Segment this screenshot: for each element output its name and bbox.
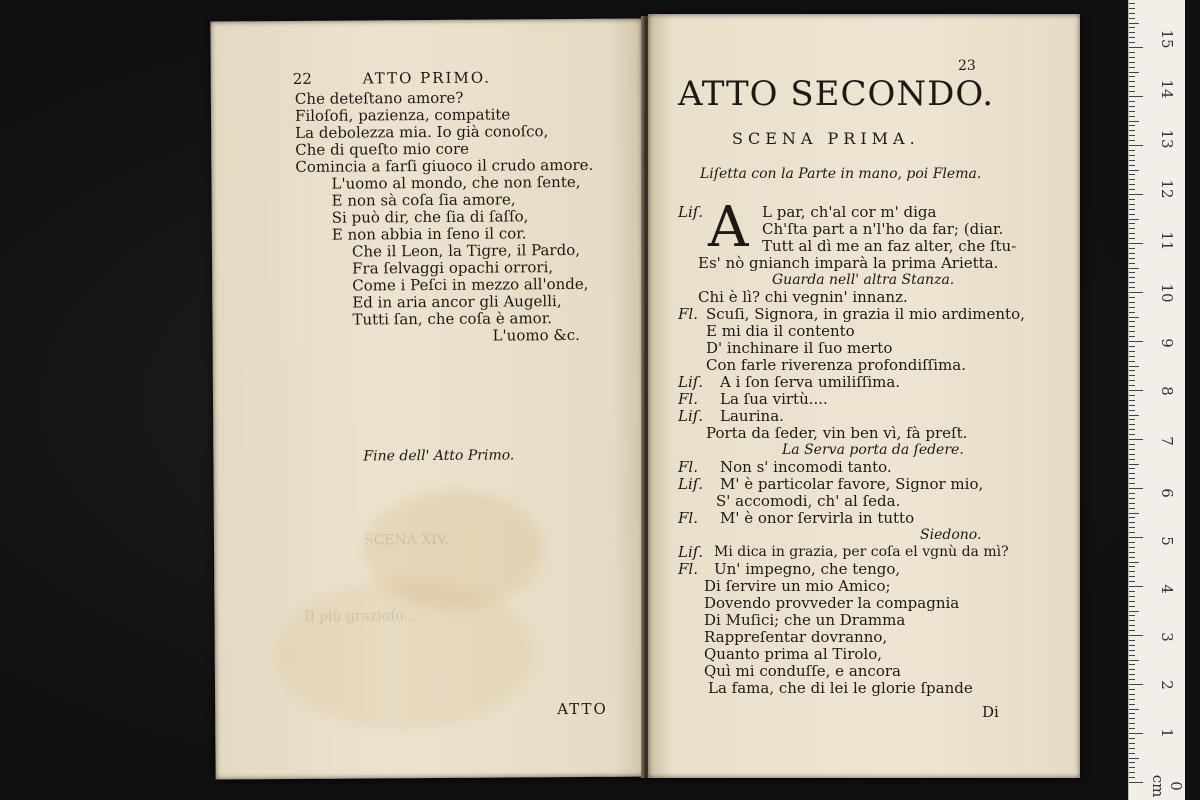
ruler-tick bbox=[1129, 125, 1135, 126]
ruler-tick bbox=[1129, 738, 1135, 739]
ruler-tick bbox=[1129, 174, 1135, 175]
ruler-tick bbox=[1129, 111, 1135, 112]
ruler-tick bbox=[1129, 488, 1143, 489]
ruler-tick bbox=[1129, 155, 1135, 156]
ruler-tick bbox=[1129, 209, 1135, 210]
ruler-label: 2 bbox=[1158, 680, 1176, 690]
ruler-tick bbox=[1129, 62, 1135, 63]
ruler-tick bbox=[1129, 655, 1135, 656]
ruler-tick bbox=[1129, 263, 1135, 264]
text-line: La fama, che di lei le glorie ſpande bbox=[708, 679, 973, 697]
text-line: Tutti ſan, che coſa è amor. bbox=[352, 309, 553, 329]
ruler-tick bbox=[1129, 611, 1139, 612]
ruler-tick bbox=[1129, 424, 1135, 425]
text-line: Quì mi conduſſe, e ancora bbox=[704, 662, 901, 680]
ruler-tick bbox=[1129, 674, 1135, 675]
ruler-tick bbox=[1129, 650, 1135, 651]
ruler-tick bbox=[1129, 508, 1135, 509]
right-page bbox=[648, 14, 1080, 778]
ruler-tick bbox=[1129, 513, 1139, 514]
ruler-tick bbox=[1129, 150, 1135, 151]
speaker: Liſ. bbox=[678, 407, 704, 425]
text-line: Filoſofi, pazienza, compatite bbox=[294, 105, 511, 125]
ruler-tick bbox=[1129, 669, 1135, 670]
ruler-tick bbox=[1129, 47, 1143, 48]
stage-direction: Liſetta con la Parte in mano, poi Flema. bbox=[700, 166, 982, 182]
ruler-tick bbox=[1129, 366, 1139, 367]
ruler-label: 1 bbox=[1158, 728, 1176, 738]
ruler-tick bbox=[1129, 42, 1135, 43]
text-line: Con farle riverenza profondiſſima. bbox=[706, 356, 966, 374]
ruler-tick bbox=[1129, 478, 1135, 479]
ruler-tick bbox=[1129, 282, 1135, 283]
ruler-tick bbox=[1129, 601, 1135, 602]
ruler-tick bbox=[1129, 23, 1139, 24]
ruler-tick bbox=[1129, 547, 1135, 548]
ruler-tick bbox=[1129, 194, 1143, 195]
ruler-tick bbox=[1129, 758, 1139, 759]
ruler-label: 4 bbox=[1158, 584, 1176, 594]
ruler-tick bbox=[1129, 67, 1135, 68]
text-line: M' è onor ſervirla in tutto bbox=[720, 509, 915, 527]
ruler-tick bbox=[1129, 689, 1135, 690]
text-line: Rappreſentar dovranno, bbox=[704, 628, 888, 646]
ruler-tick bbox=[1129, 321, 1135, 322]
ruler-tick bbox=[1129, 591, 1135, 592]
ruler-tick bbox=[1129, 767, 1135, 768]
ruler-tick bbox=[1129, 238, 1135, 239]
ruler-tick bbox=[1129, 566, 1135, 567]
ruler-tick bbox=[1129, 777, 1135, 778]
ruler-tick bbox=[1129, 351, 1135, 352]
ruler-tick bbox=[1129, 223, 1135, 224]
ruler-tick bbox=[1129, 493, 1135, 494]
ruler-tick bbox=[1129, 444, 1135, 445]
ruler-tick bbox=[1129, 630, 1135, 631]
ruler-tick bbox=[1129, 468, 1135, 469]
ruler-tick bbox=[1129, 419, 1135, 420]
text-line: Comincia a farſi giuoco il crudo amore. bbox=[295, 155, 594, 176]
ruler-tick bbox=[1129, 709, 1139, 710]
ruler-tick bbox=[1129, 302, 1135, 303]
ruler-tick bbox=[1129, 13, 1135, 14]
ruler-tick bbox=[1129, 258, 1135, 259]
page-number: 23 bbox=[958, 58, 976, 74]
bleed-through-text: SCENA XIV. bbox=[363, 531, 449, 549]
ruler-tick bbox=[1129, 184, 1135, 185]
ruler-tick bbox=[1129, 116, 1135, 117]
text-line: Che deteſtano amore? bbox=[294, 88, 464, 108]
ruler-tick bbox=[1129, 473, 1135, 474]
text-line: D' inchinare il ſuo merto bbox=[706, 339, 893, 357]
text-line: Chi è lì? chi vegnin' innanz. bbox=[698, 288, 908, 306]
ruler-tick bbox=[1129, 336, 1135, 337]
ruler-label: 10 bbox=[1158, 283, 1176, 303]
ruler-tick bbox=[1129, 268, 1139, 269]
ruler-tick bbox=[1129, 679, 1135, 680]
ruler-label: 6 bbox=[1158, 488, 1176, 498]
ruler-tick bbox=[1129, 199, 1135, 200]
ruler-tick bbox=[1129, 713, 1135, 714]
ruler-tick bbox=[1129, 522, 1135, 523]
ruler-tick bbox=[1129, 459, 1135, 460]
ruler-tick bbox=[1129, 503, 1135, 504]
stage-direction: Guarda nell' altra Stanza. bbox=[772, 272, 955, 288]
ruler-tick bbox=[1129, 375, 1135, 376]
ruler-tick bbox=[1129, 498, 1135, 499]
ruler-tick bbox=[1129, 625, 1135, 626]
text-line: Fra ſelvaggi opachi orrori, bbox=[352, 258, 554, 278]
ruler-tick bbox=[1129, 660, 1139, 661]
text-line: Quanto prima al Tirolo, bbox=[704, 645, 883, 663]
text-line: L par, ch'al cor m' diga bbox=[762, 203, 937, 221]
text-line: Che il Leon, la Tigre, il Pardo, bbox=[351, 240, 581, 261]
ruler-tick bbox=[1129, 405, 1135, 406]
drop-cap: A bbox=[708, 195, 749, 260]
ruler-tick bbox=[1129, 415, 1139, 416]
ruler-label: 3 bbox=[1158, 632, 1176, 642]
text-line: Scuſi, Signora, in grazia il mio ardimento, bbox=[706, 305, 1025, 323]
ruler-label: 11 bbox=[1158, 231, 1176, 251]
ruler-tick bbox=[1129, 527, 1135, 528]
ruler-tick bbox=[1129, 586, 1143, 587]
ruler-tick bbox=[1129, 170, 1139, 171]
text-line: Es' nò gnianch imparà la prima Arietta. bbox=[698, 254, 999, 272]
ruler-tick bbox=[1129, 243, 1143, 244]
ruler-tick bbox=[1129, 307, 1135, 308]
ruler-tick bbox=[1129, 204, 1135, 205]
ruler-tick bbox=[1129, 277, 1135, 278]
end-of-act-note: Fine dell' Atto Primo. bbox=[363, 447, 515, 465]
text-line: Di ſervire un mio Amico; bbox=[704, 577, 891, 595]
ruler-tick bbox=[1129, 694, 1135, 695]
ruler-tick bbox=[1129, 743, 1135, 744]
text-line: La ſua virtù.... bbox=[720, 390, 828, 408]
ruler-tick bbox=[1129, 410, 1135, 411]
text-line: L'uomo &c. bbox=[492, 325, 580, 345]
ruler-label: 12 bbox=[1158, 179, 1176, 199]
ruler-tick bbox=[1129, 106, 1135, 107]
text-line: S' accomodi, ch' al ſeda. bbox=[716, 492, 901, 510]
ruler-tick bbox=[1129, 272, 1135, 273]
stage-direction: Siedono. bbox=[920, 527, 982, 543]
ruler-tick bbox=[1129, 179, 1135, 180]
text-line: Mi dica in grazia, per coſa el vgnù da mì? bbox=[714, 544, 1009, 560]
ruler-tick bbox=[1129, 214, 1135, 215]
left-page bbox=[210, 19, 647, 780]
ruler-tick bbox=[1129, 434, 1135, 435]
ruler-tick bbox=[1129, 253, 1135, 254]
speaker: Liſ. bbox=[678, 543, 704, 561]
ruler-tick bbox=[1129, 395, 1135, 396]
ruler-tick bbox=[1129, 439, 1143, 440]
ruler-tick bbox=[1129, 18, 1135, 19]
text-line: Ed in aria ancor gli Augelli, bbox=[352, 292, 562, 312]
ruler-label: 7 bbox=[1158, 436, 1176, 446]
text-line: E mi dia il contento bbox=[706, 322, 855, 340]
ruler-tick bbox=[1129, 72, 1139, 73]
ruler-tick bbox=[1129, 753, 1135, 754]
text-line: Di Muſici; che un Dramma bbox=[704, 611, 906, 629]
text-line: Come i Peſci in mezzo all'onde, bbox=[352, 274, 589, 295]
ruler-tick bbox=[1129, 346, 1135, 347]
catchword: ATTO bbox=[557, 699, 608, 719]
catchword: Di bbox=[982, 703, 999, 721]
speaker: Fl. bbox=[678, 305, 698, 323]
ruler-tick bbox=[1129, 684, 1143, 685]
ruler-tick bbox=[1129, 380, 1135, 381]
ruler-tick bbox=[1129, 233, 1135, 234]
ruler-tick bbox=[1129, 532, 1135, 533]
ruler-tick bbox=[1129, 464, 1139, 465]
ruler-tick bbox=[1129, 228, 1135, 229]
water-stain bbox=[274, 579, 535, 731]
speaker: Liſ. bbox=[678, 475, 704, 493]
text-line: E non sà coſa ſia amore, bbox=[331, 190, 516, 210]
ruler-tick bbox=[1129, 400, 1135, 401]
speaker: Liſ. bbox=[678, 203, 704, 221]
ruler-tick bbox=[1129, 96, 1143, 97]
ruler-label: 9 bbox=[1158, 338, 1176, 348]
speaker: Fl. bbox=[678, 509, 698, 527]
ruler-tick bbox=[1129, 576, 1135, 577]
ruler-tick bbox=[1129, 517, 1135, 518]
ruler-tick bbox=[1129, 52, 1135, 53]
ruler-tick bbox=[1129, 699, 1135, 700]
ruler-label: 15 bbox=[1158, 29, 1176, 49]
ruler-tick bbox=[1129, 76, 1135, 77]
ruler-tick bbox=[1129, 135, 1135, 136]
ruler-tick bbox=[1129, 317, 1139, 318]
ruler-tick bbox=[1129, 571, 1135, 572]
text-line: Porta da ſeder, vin ben vì, fà preſt. bbox=[706, 424, 968, 442]
page-number: 22 bbox=[292, 69, 312, 88]
ruler-tick bbox=[1129, 718, 1135, 719]
measuring-ruler bbox=[1128, 0, 1185, 800]
running-header: ATTO PRIMO. bbox=[362, 68, 492, 88]
speaker: Liſ. bbox=[678, 373, 704, 391]
ruler-tick bbox=[1129, 537, 1143, 538]
ruler-tick bbox=[1129, 165, 1135, 166]
speaker: Fl. bbox=[678, 458, 698, 476]
ruler-tick bbox=[1129, 91, 1135, 92]
ruler-tick bbox=[1129, 542, 1135, 543]
text-line: Laurina. bbox=[720, 407, 784, 425]
ruler-label: 8 bbox=[1158, 386, 1176, 396]
ruler-tick bbox=[1129, 81, 1135, 82]
ruler-tick bbox=[1129, 620, 1135, 621]
ruler-tick bbox=[1129, 57, 1135, 58]
ruler-tick bbox=[1129, 762, 1135, 763]
ruler-tick bbox=[1129, 723, 1135, 724]
ruler-label: 14 bbox=[1158, 79, 1176, 99]
ruler-tick bbox=[1129, 385, 1135, 386]
ruler-tick bbox=[1129, 645, 1135, 646]
ruler-tick bbox=[1129, 121, 1139, 122]
ruler-tick bbox=[1129, 248, 1135, 249]
ruler-tick bbox=[1129, 292, 1143, 293]
ruler-tick bbox=[1129, 37, 1135, 38]
ruler-tick bbox=[1129, 429, 1135, 430]
scene-heading: SCENA PRIMA. bbox=[732, 129, 920, 148]
ruler-tick bbox=[1129, 189, 1135, 190]
ruler-tick bbox=[1129, 733, 1143, 734]
ruler-tick bbox=[1129, 361, 1135, 362]
ruler-tick bbox=[1129, 606, 1135, 607]
ruler-tick bbox=[1129, 390, 1143, 391]
ruler-tick bbox=[1129, 772, 1135, 773]
ruler-tick bbox=[1129, 449, 1135, 450]
text-line: La debolezza mia. Io già conoſco, bbox=[295, 122, 549, 142]
ruler-label: 5 bbox=[1158, 536, 1176, 546]
ruler-tick bbox=[1129, 101, 1135, 102]
ruler-tick bbox=[1129, 782, 1143, 783]
ruler-tick bbox=[1129, 312, 1135, 313]
speaker: Fl. bbox=[678, 560, 698, 578]
ruler-tick bbox=[1129, 581, 1135, 582]
ruler-tick bbox=[1129, 728, 1135, 729]
ruler-tick bbox=[1129, 160, 1135, 161]
ruler-label: 13 bbox=[1158, 129, 1176, 149]
text-line: Non s' incomodi tanto. bbox=[720, 458, 892, 476]
ruler-tick bbox=[1129, 331, 1135, 332]
text-line: Dovendo provveder la compagnia bbox=[704, 594, 960, 612]
text-line: A i ſon ſerva umiliſſima. bbox=[720, 373, 901, 391]
speaker: Fl. bbox=[678, 390, 698, 408]
ruler-tick bbox=[1129, 140, 1135, 141]
ruler-label: 0 cm bbox=[1149, 774, 1185, 798]
ruler-tick bbox=[1129, 552, 1135, 553]
ruler-tick bbox=[1129, 356, 1135, 357]
ruler-tick bbox=[1129, 483, 1135, 484]
ruler-tick bbox=[1129, 341, 1143, 342]
ruler-tick bbox=[1129, 704, 1135, 705]
ruler-tick bbox=[1129, 615, 1135, 616]
stage-direction: La Serva porta da ſedere. bbox=[782, 442, 964, 458]
ruler-tick bbox=[1129, 562, 1139, 563]
text-line: E non abbia in ſeno il cor. bbox=[331, 224, 527, 244]
text-line: Tutt al dì me an faz alter, che ſtu- bbox=[762, 237, 1017, 255]
text-line: Un' impegno, che tengo, bbox=[714, 560, 901, 578]
text-line: Ch'ſta part a n'l'ho da far; (diar. bbox=[762, 220, 1004, 238]
ruler-tick bbox=[1129, 3, 1135, 4]
text-line: Che di queſto mio core bbox=[295, 139, 470, 159]
bleed-through-text: Il più grazioſo... bbox=[304, 608, 417, 625]
ruler-tick bbox=[1129, 297, 1135, 298]
ruler-tick bbox=[1129, 557, 1135, 558]
ruler-tick bbox=[1129, 596, 1135, 597]
text-line: Si può dir, che ſia di ſaſſo, bbox=[331, 207, 529, 227]
ruler-tick bbox=[1129, 145, 1143, 146]
ruler-tick bbox=[1129, 219, 1139, 220]
ruler-tick bbox=[1129, 748, 1135, 749]
ruler-tick bbox=[1129, 370, 1135, 371]
ruler-tick bbox=[1129, 32, 1135, 33]
ruler-tick bbox=[1129, 27, 1135, 28]
ruler-tick bbox=[1129, 664, 1135, 665]
act-title: ATTO SECONDO. bbox=[678, 74, 995, 114]
ruler-tick bbox=[1129, 287, 1135, 288]
ruler-tick bbox=[1129, 8, 1135, 9]
ruler-tick bbox=[1129, 86, 1135, 87]
ruler-tick bbox=[1129, 635, 1143, 636]
ruler-tick bbox=[1129, 326, 1135, 327]
text-line: L'uomo al mondo, che non ſente, bbox=[331, 172, 581, 193]
ruler-tick bbox=[1129, 640, 1135, 641]
ruler-tick bbox=[1129, 454, 1135, 455]
text-line: M' è particolar favore, Signor mio, bbox=[720, 475, 984, 493]
ruler-tick bbox=[1129, 130, 1135, 131]
